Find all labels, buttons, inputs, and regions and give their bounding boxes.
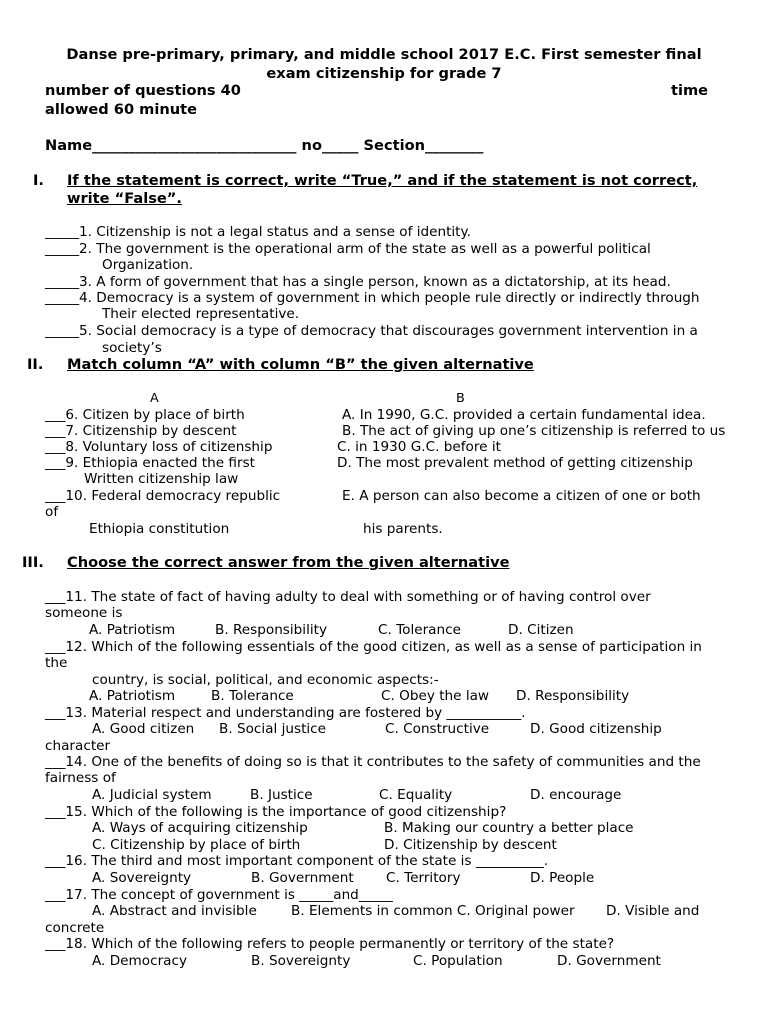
option-12a: A. Patriotism [89, 688, 176, 704]
question-5: _____5. Social democracy is a type of democracy that discourages government intervention in a [45, 323, 698, 339]
option-12b: B. Tolerance [211, 688, 294, 704]
match-option-e-continued: his parents. [363, 521, 443, 537]
option-15b: B. Making our country a better place [384, 820, 634, 836]
question-1: _____1. Citizenship is not a legal status and a sense of identity. [45, 224, 471, 240]
exam-title-line1: Danse pre-primary, primary, and middle school 2017 E.C. First semester final [66, 46, 702, 63]
question-14-continued: fairness of [45, 770, 116, 786]
question-3: _____3. A form of government that has a single person, known as a dictatorship, at its head. [45, 274, 671, 290]
match-option-a: A. In 1990, G.C. provided a certain fundamental idea. [342, 407, 706, 423]
option-14d: D. encourage [530, 787, 622, 803]
match-item-10-continued-2: Ethiopia constitution [89, 521, 230, 537]
match-item-7: ___7. Citizenship by descent [45, 423, 237, 439]
option-12c: C. Obey the law [381, 688, 490, 704]
question-14: ___14. One of the benefits of doing so is that it contributes to the safety of communities and the [45, 754, 701, 770]
question-2-continued: Organization. [102, 257, 194, 273]
question-5-continued: society’s [102, 340, 162, 356]
section2-number: II. [27, 356, 44, 373]
question-4: _____4. Democracy is a system of government in which people rule directly or indirectly through [45, 290, 700, 306]
question-16: ___16. The third and most important component of the state is __________. [45, 853, 549, 869]
option-16a: A. Sovereignty [92, 870, 192, 886]
match-item-10-continued: of [45, 504, 59, 520]
question-12-continued-2: country, is social, political, and economic aspects:- [92, 672, 439, 688]
option-18d: D. Government [557, 953, 661, 969]
question-15: ___15. Which of the following is the importance of good citizenship? [45, 804, 507, 820]
question-2: _____2. The government is the operational arm of the state as well as a powerful political [45, 241, 651, 257]
exam-title-line2: exam citizenship for grade 7 [266, 65, 502, 82]
column-b-header: B [456, 391, 465, 406]
match-item-9-continued: Written citizenship law [84, 471, 239, 487]
option-18a: A. Democracy [92, 953, 188, 969]
option-15d: D. Citizenship by descent [384, 837, 557, 853]
option-17d: D. Visible and [606, 903, 700, 919]
option-14a: A. Judicial system [92, 787, 212, 803]
question-18: ___18. Which of the following refers to people permanently or territory of the state? [45, 936, 615, 952]
option-15a: A. Ways of acquiring citizenship [92, 820, 308, 836]
question-4-continued: Their elected representative. [102, 306, 300, 322]
option-17a: A. Abstract and invisible [92, 903, 257, 919]
section3-number: III. [22, 554, 44, 571]
match-item-6: ___6. Citizen by place of birth [45, 407, 245, 423]
section1-instruction-line1: If the statement is correct, write “True,” and if the statement is not correct, [67, 172, 698, 189]
match-option-c: C. in 1930 G.C. before it [337, 439, 501, 455]
option-16c: C. Territory [386, 870, 461, 886]
match-option-e: E. A person can also become a citizen of one or both [342, 488, 701, 504]
option-11a: A. Patriotism [89, 622, 176, 638]
option-14b: B. Justice [250, 787, 313, 803]
question-17: ___17. The concept of government is _____and_____ [45, 887, 393, 903]
option-11b: B. Responsibility [215, 622, 328, 638]
option-16d: D. People [530, 870, 595, 886]
match-item-8: ___8. Voluntary loss of citizenship [45, 439, 273, 455]
column-a-header: A [150, 391, 159, 406]
option-17d-continued: concrete [45, 920, 105, 936]
time-label: time [671, 82, 709, 99]
option-12d: D. Responsibility [516, 688, 630, 704]
question-11: ___11. The state of fact of having adulty to deal with something or of having control over [45, 589, 651, 605]
option-18c: C. Population [413, 953, 503, 969]
section1-number: I. [33, 172, 44, 189]
section2-instruction: Match column “A” with column “B” the given alternative [67, 356, 534, 373]
option-13d-continued: character [45, 738, 111, 754]
option-13d: D. Good citizenship [530, 721, 662, 737]
option-13c: C. Constructive [385, 721, 490, 737]
match-option-d: D. The most prevalent method of getting citizenship [337, 455, 693, 471]
option-15c: C. Citizenship by place of birth [92, 837, 301, 853]
question-11-continued: someone is [45, 605, 123, 621]
option-16b: B. Government [251, 870, 354, 886]
section1-instruction-line2: write “False”. [67, 190, 182, 207]
time-allowed: allowed 60 minute [45, 101, 198, 118]
match-item-9: ___9. Ethiopia enacted the first [45, 455, 255, 471]
number-of-questions: number of questions 40 [45, 82, 241, 99]
match-item-10: ___10. Federal democracy republic [45, 488, 281, 504]
option-13a: A. Good citizen [92, 721, 195, 737]
option-18b: B. Sovereignty [251, 953, 351, 969]
option-11c: C. Tolerance [378, 622, 461, 638]
question-13: ___13. Material respect and understanding are fostered by ___________. [45, 705, 526, 721]
name-section-line: Name____________________________ no_____ Section________ [45, 137, 484, 154]
question-12-continued: the [45, 655, 68, 671]
section3-instruction: Choose the correct answer from the given alternative [67, 554, 510, 571]
option-13b: B. Social justice [219, 721, 327, 737]
question-12: ___12. Which of the following essentials of the good citizen, as well as a sense of participation in [45, 639, 702, 655]
option-14c: C. Equality [379, 787, 453, 803]
option-11d: D. Citizen [508, 622, 574, 638]
match-option-b: B. The act of giving up one’s citizenship is referred to us [342, 423, 726, 439]
option-17b-c: B. Elements in common C. Original power [291, 903, 575, 919]
